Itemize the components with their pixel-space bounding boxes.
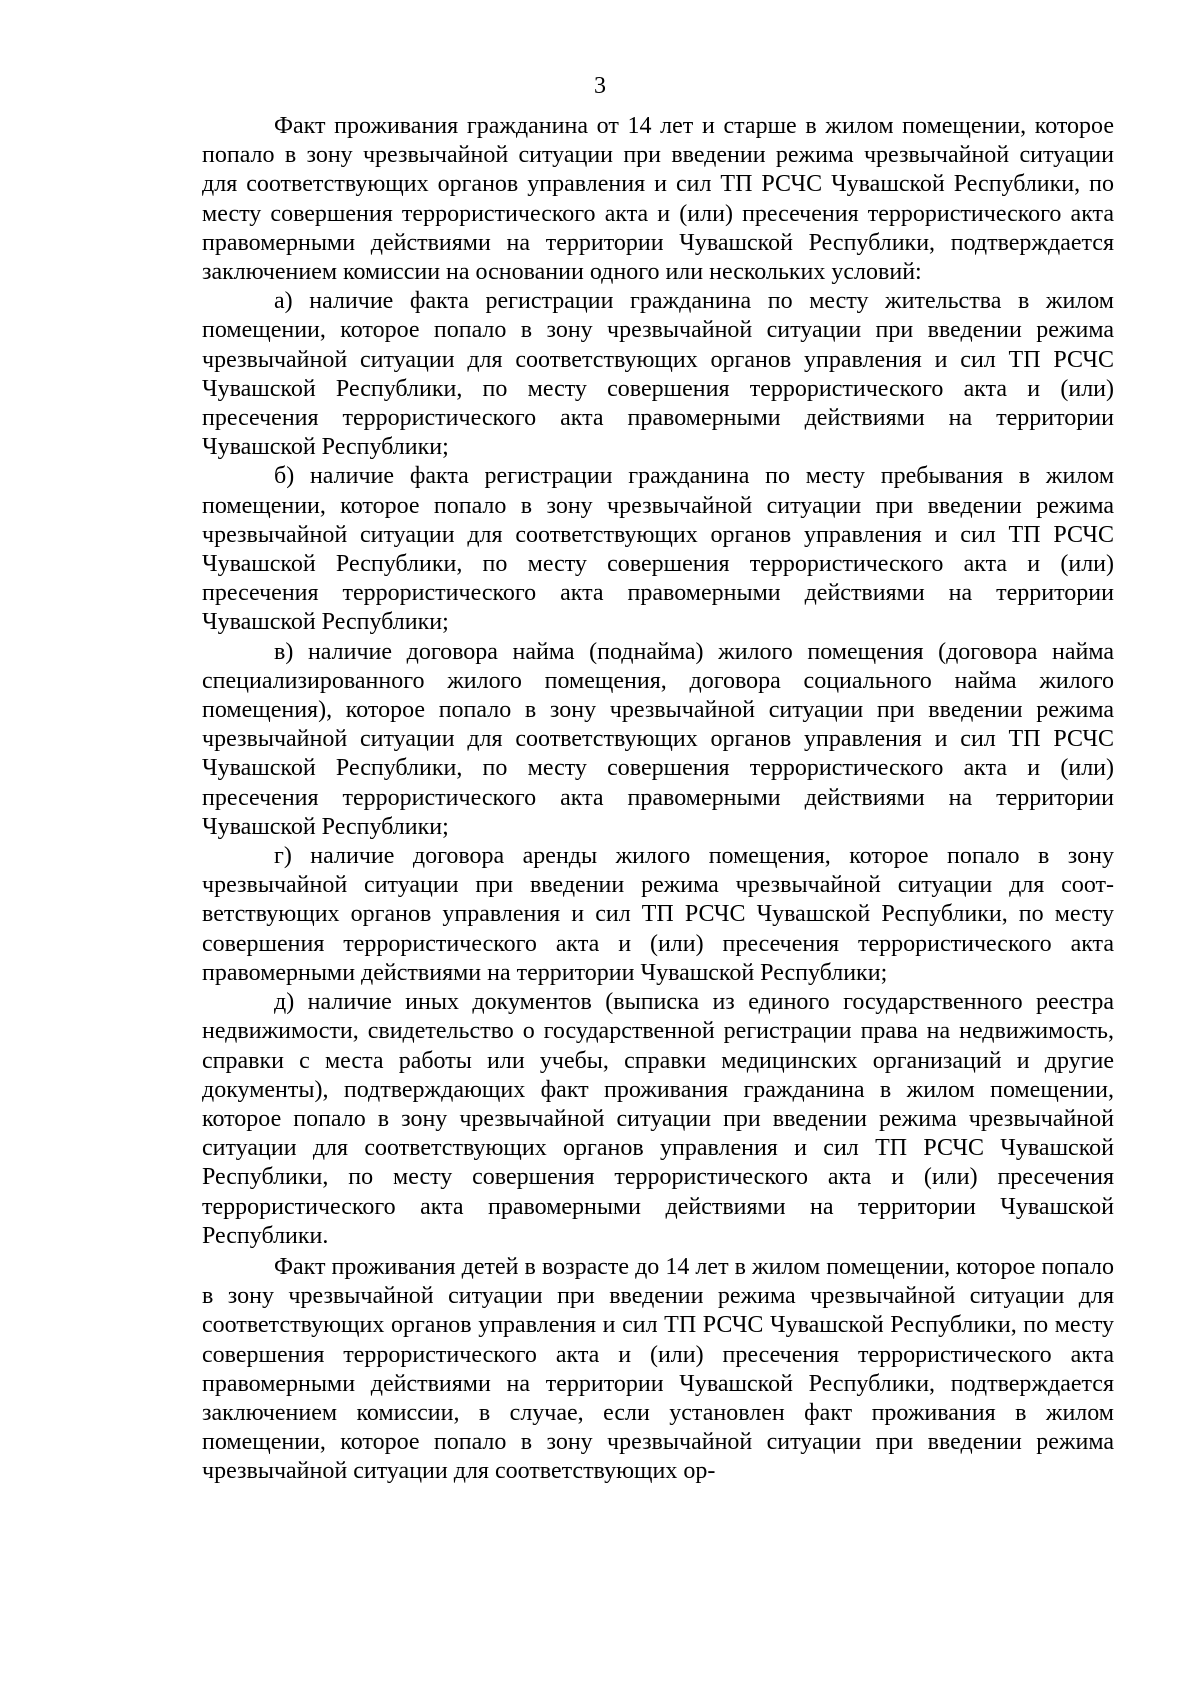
document-body <box>202 112 1114 1487</box>
page-number: 3 <box>594 73 606 99</box>
paragraph-condition-g: г) наличие договора аренды жилого помещения, которое попало в зону чрезвычайной ситуации при введении режима чрезвычайной ситуации для соответствующих органов управления и сил ТП РСЧС Чувашской Республики, по месту совершения террористического акта и (или) пресечения террористического акта правомерными действиями на территории Чувашской Республики; <box>202 843 1114 986</box>
paragraph-condition-b: б) наличие факта регистрации гражданина по месту пребывания в жилом помещении, которое попало в зону чрезвычайной ситуации при введении режима чрезвычайной ситуации для соответствующих органов управления и сил ТП РСЧС Чувашской Республики, по месту совершения террористического акта и (или) пресечения террористического акта правомерными действиями на территории Чувашской Республики; <box>202 463 1114 636</box>
paragraph-condition-d: д) наличие иных документов (выписка из единого государственного реестра недвижимости, свидетельство о государственной регистрации права на недвижимость, справки с места работы или учебы, справки медицинских организаций и другие документы), подтверждающих факт проживания гражданина в жилом помещении, которое попало в зону чрезвычайной ситуации при введении режима чрезвычайной ситуации для соответствующих органов управления и сил ТП РСЧС Чувашской Республики, по месту совершения террористического акта и (или) пресечения террористического акта правомерными действиями на территории Чувашской Республики. <box>202 989 1114 1249</box>
paragraph-condition-v: в) наличие договора найма (поднайма) жилого помещения (договора найма специализированного жилого помещения, договора социального найма жилого помещения), которое попало в зону чрезвычайной ситуации при введении режима чрезвычайной ситуации для соответствующих органов управления и сил ТП РСЧС Чувашской Республики, по месту совершения террористического акта и (или) пресечения террористического акта правомерными действиями на территории Чувашской Республики; <box>202 638 1114 840</box>
paragraph-condition-a: а) наличие факта регистрации гражданина по месту жительства в жилом помещении, которое попало в зону чрезвычайной ситуации при введении режима чрезвычайной ситуации для соответствующих органов управления и сил ТП РСЧС Чувашской Республики, по месту совершения террористического акта и (или) пресечения террористического акта правомерными действиями на территории Чувашской Республики; <box>202 288 1114 461</box>
paragraph-residence-fact-adult: Факт проживания гражданина от 14 лет и старше в жилом помещении, которое попало в зону чрезвычайной ситуации при введении режима чрезвычайной ситуации для соответствующих органов управления и сил ТП РСЧС Чувашской Республики, по месту совершения террористического акта и (или) пресечения террористического акта правомерными действиями на территории Чувашской Республики, подтверждается заключением комиссии на основании одного или нескольких условий: <box>202 113 1114 286</box>
paragraph-residence-fact-children: Факт проживания детей в возрасте до 14 лет в жилом помещении, которое попало в зону чрезвычайной ситуации при введении режима чрезвычайной ситуации для соответствующих органов управления и сил ТП РСЧС Чувашской Республики, по месту совершения террористического акта и (или) пресечения террористического акта правомерными действиями на территории Чувашской Республики, подтверждается заключением комиссии, в случае, если установлен факт проживания в жилом помещении, которое попало в зону чрезвычайной ситуации при введении режима чрезвычайной ситуации для соответствующих ор- <box>202 1253 1114 1485</box>
